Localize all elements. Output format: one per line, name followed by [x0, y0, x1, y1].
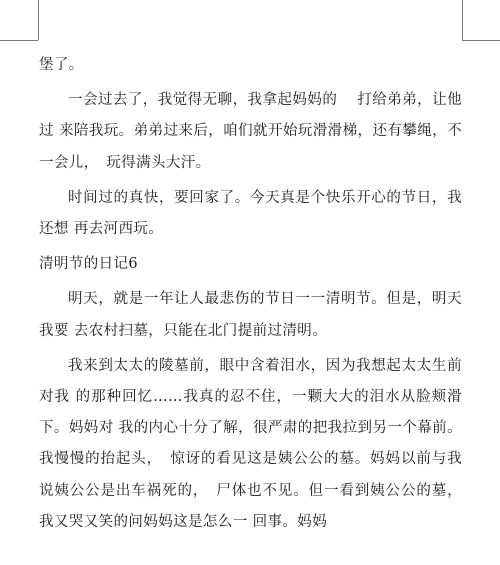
paragraph-continuation: 堡了。 [39, 57, 84, 73]
paragraph-at-the-grave: 我来到太太的陵墓前，眼中含着泪水，因为我想起太太生前对我 的那种回忆……我真的忍不住，一颗大大的泪水从脸颊滑下。妈妈对 我的内心十分了解，很严肃的把我拉到另一个幕前。我慢慢的抬起头， 惊讶的看见这是姨公公的墓。妈妈以前与我说姨公公是出车祸死的， 尸体也不见。但一看到姨公公的墓，我又哭又笑的问妈妈这是怎么一 回事。妈妈 [39, 357, 462, 530]
paragraph-playing-with-brother: 一会过去了，我觉得无聊，我拿起妈妈的 打给弟弟，让他过 来陪我玩。弟弟过来后，咱们就开始玩滑滑梯，还有攀绳，不一会儿， 玩得满头大汗。 [39, 92, 462, 171]
section-heading: 清明节的日记6 [39, 256, 139, 273]
paragraph-qingming-intro: 明天，就是一年让人最悲伤的节日一一清明节。但是，明天我要 去农村扫墓，只能在北门提前过清明。 [39, 291, 462, 339]
paragraph-time-to-go-home: 时间过的真快，要回家了。今天真是个快乐开心的节日，我还想 再去河西玩。 [39, 189, 462, 238]
crop-mark-top-right-vertical [462, 0, 463, 40]
crop-mark-top-right-horizontal [462, 40, 500, 41]
crop-mark-top-left-horizontal [0, 40, 38, 41]
document-body [39, 50, 462, 538]
crop-mark-top-left-vertical [38, 0, 39, 40]
